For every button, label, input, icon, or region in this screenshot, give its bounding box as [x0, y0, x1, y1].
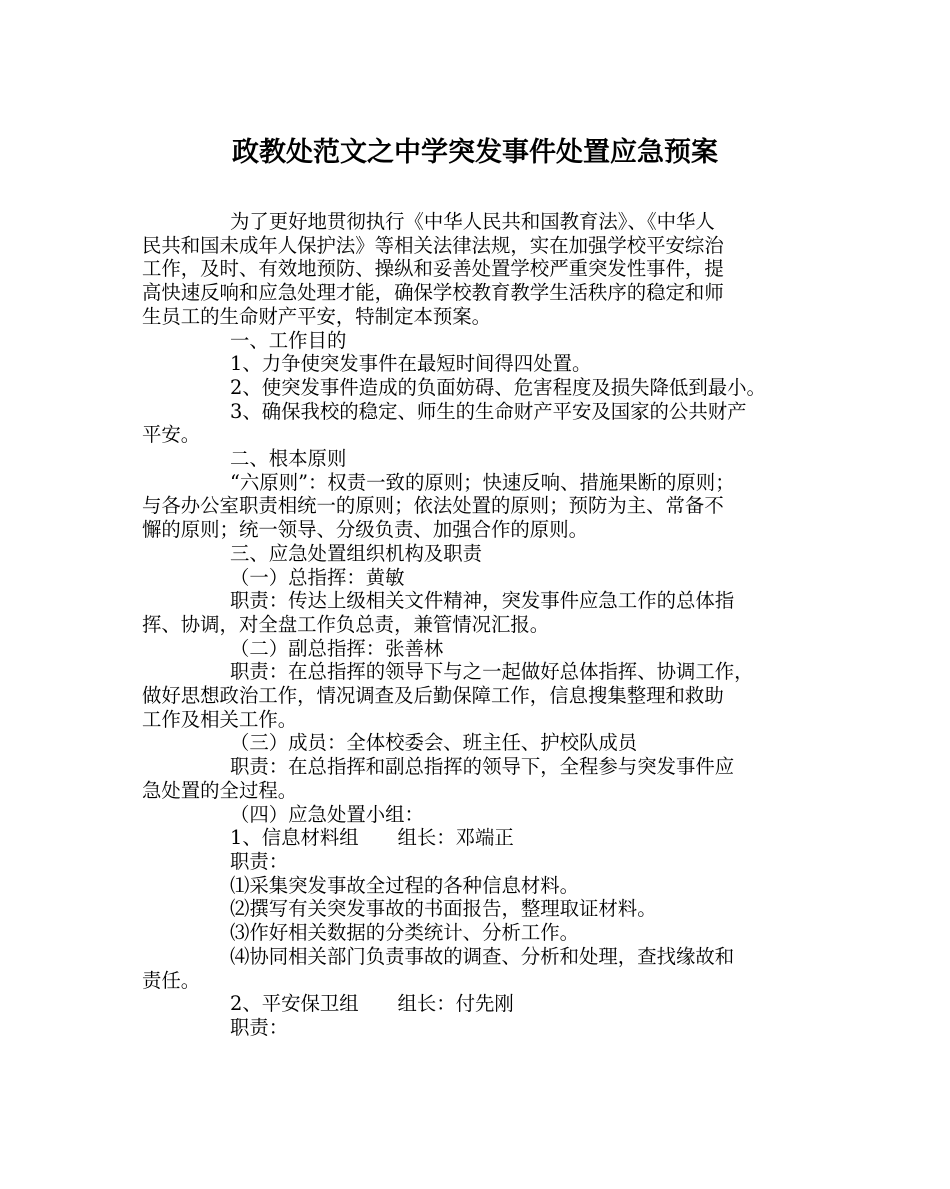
paragraph-line: ⑷协同相关部门负责事故的调查、分析和处理，查找缘故和 [230, 944, 735, 968]
paragraph-line: 一、工作目的 [230, 328, 347, 352]
paragraph-line: （三）成员：全体校委会、班主任、护校队成员 [230, 731, 638, 755]
paragraph-line: 二、根本原则 [230, 447, 347, 471]
paragraph-line: 为了更好地贯彻执行《中华人民共和国教育法》、《中华人 [230, 210, 715, 233]
paragraph-line: 2、使突发事件造成的负面妨碍、危害程度及损失降低到最小。 [230, 375, 766, 399]
document-title: 政教处范文之中学突发事件处置应急预案 [232, 137, 718, 168]
paragraph-line: 职责：传达上级相关文件精神，突发事件应急工作的总体指 [230, 589, 735, 613]
paragraph-line: 与各办公室职责相统一的原则；依法处置的原则；预防为主、常备不 [142, 494, 724, 518]
paragraph-line: 职责：在总指挥和副总指挥的领导下，全程参与突发事件应 [230, 755, 735, 779]
paragraph-line: ⑶作好相关数据的分类统计、分析工作。 [230, 921, 580, 945]
paragraph-line: 高快速反响和应急处理才能，确保学校教育教学生活秩序的稳定和师 [142, 281, 724, 305]
paragraph-line: “六原则”：权责一致的原则；快速反响、措施果断的原则； [230, 470, 735, 494]
paragraph-line: 3、确保我校的稳定、师生的生命财产平安及国家的公共财产 [230, 399, 747, 423]
paragraph-line: 挥、协调，对全盘工作负总责，兼管情况汇报。 [142, 612, 550, 636]
paragraph-line: （四）应急处置小组： [230, 802, 424, 826]
paragraph-line: 1、力争使突发事件在最短时间得四处置。 [230, 352, 592, 376]
paragraph-line: 工作及相关工作。 [142, 707, 298, 731]
paragraph-line: 民共和国未成年人保护法》等相关法律法规，实在加强学校平安综治 [142, 233, 724, 257]
paragraph-line: 1、信息材料组 组长：邓端正 [230, 826, 514, 850]
paragraph-line: （二）副总指挥：张善林 [230, 636, 444, 660]
paragraph-line: 责任。 [142, 968, 201, 992]
paragraph-line: 职责： [230, 1015, 289, 1039]
paragraph-line: 职责：在总指挥的领导下与之一起做好总体指挥、协调工作， [230, 660, 754, 684]
paragraph-line: 平安。 [142, 423, 201, 447]
paragraph-line: 三、应急处置组织机构及职责 [230, 541, 483, 565]
paragraph-line: 做好思想政治工作，情况调查及后勤保障工作，信息搜集整理和救助 [142, 684, 724, 708]
paragraph-line: ⑵撰写有关突发事故的书面报告，整理取证材料。 [230, 897, 657, 921]
paragraph-line: 生员工的生命财产平安，特制定本预案。 [142, 304, 492, 328]
paragraph-line: 工作，及时、有效地预防、操纵和妥善处置学校严重突发性事件，提 [142, 257, 724, 281]
paragraph-line: 急处置的全过程。 [142, 778, 298, 802]
paragraph-line: 职责： [230, 849, 289, 873]
paragraph-line: 懈的原则；统一领导、分级负责、加强合作的原则。 [142, 518, 588, 542]
paragraph-line: ⑴采集突发事故全过程的各种信息材料。 [230, 873, 580, 897]
paragraph-line: （一）总指挥：黄敏 [230, 565, 405, 589]
document-body [142, 210, 812, 1040]
paragraph-line: 2、平安保卫组 组长：付先刚 [230, 992, 514, 1016]
